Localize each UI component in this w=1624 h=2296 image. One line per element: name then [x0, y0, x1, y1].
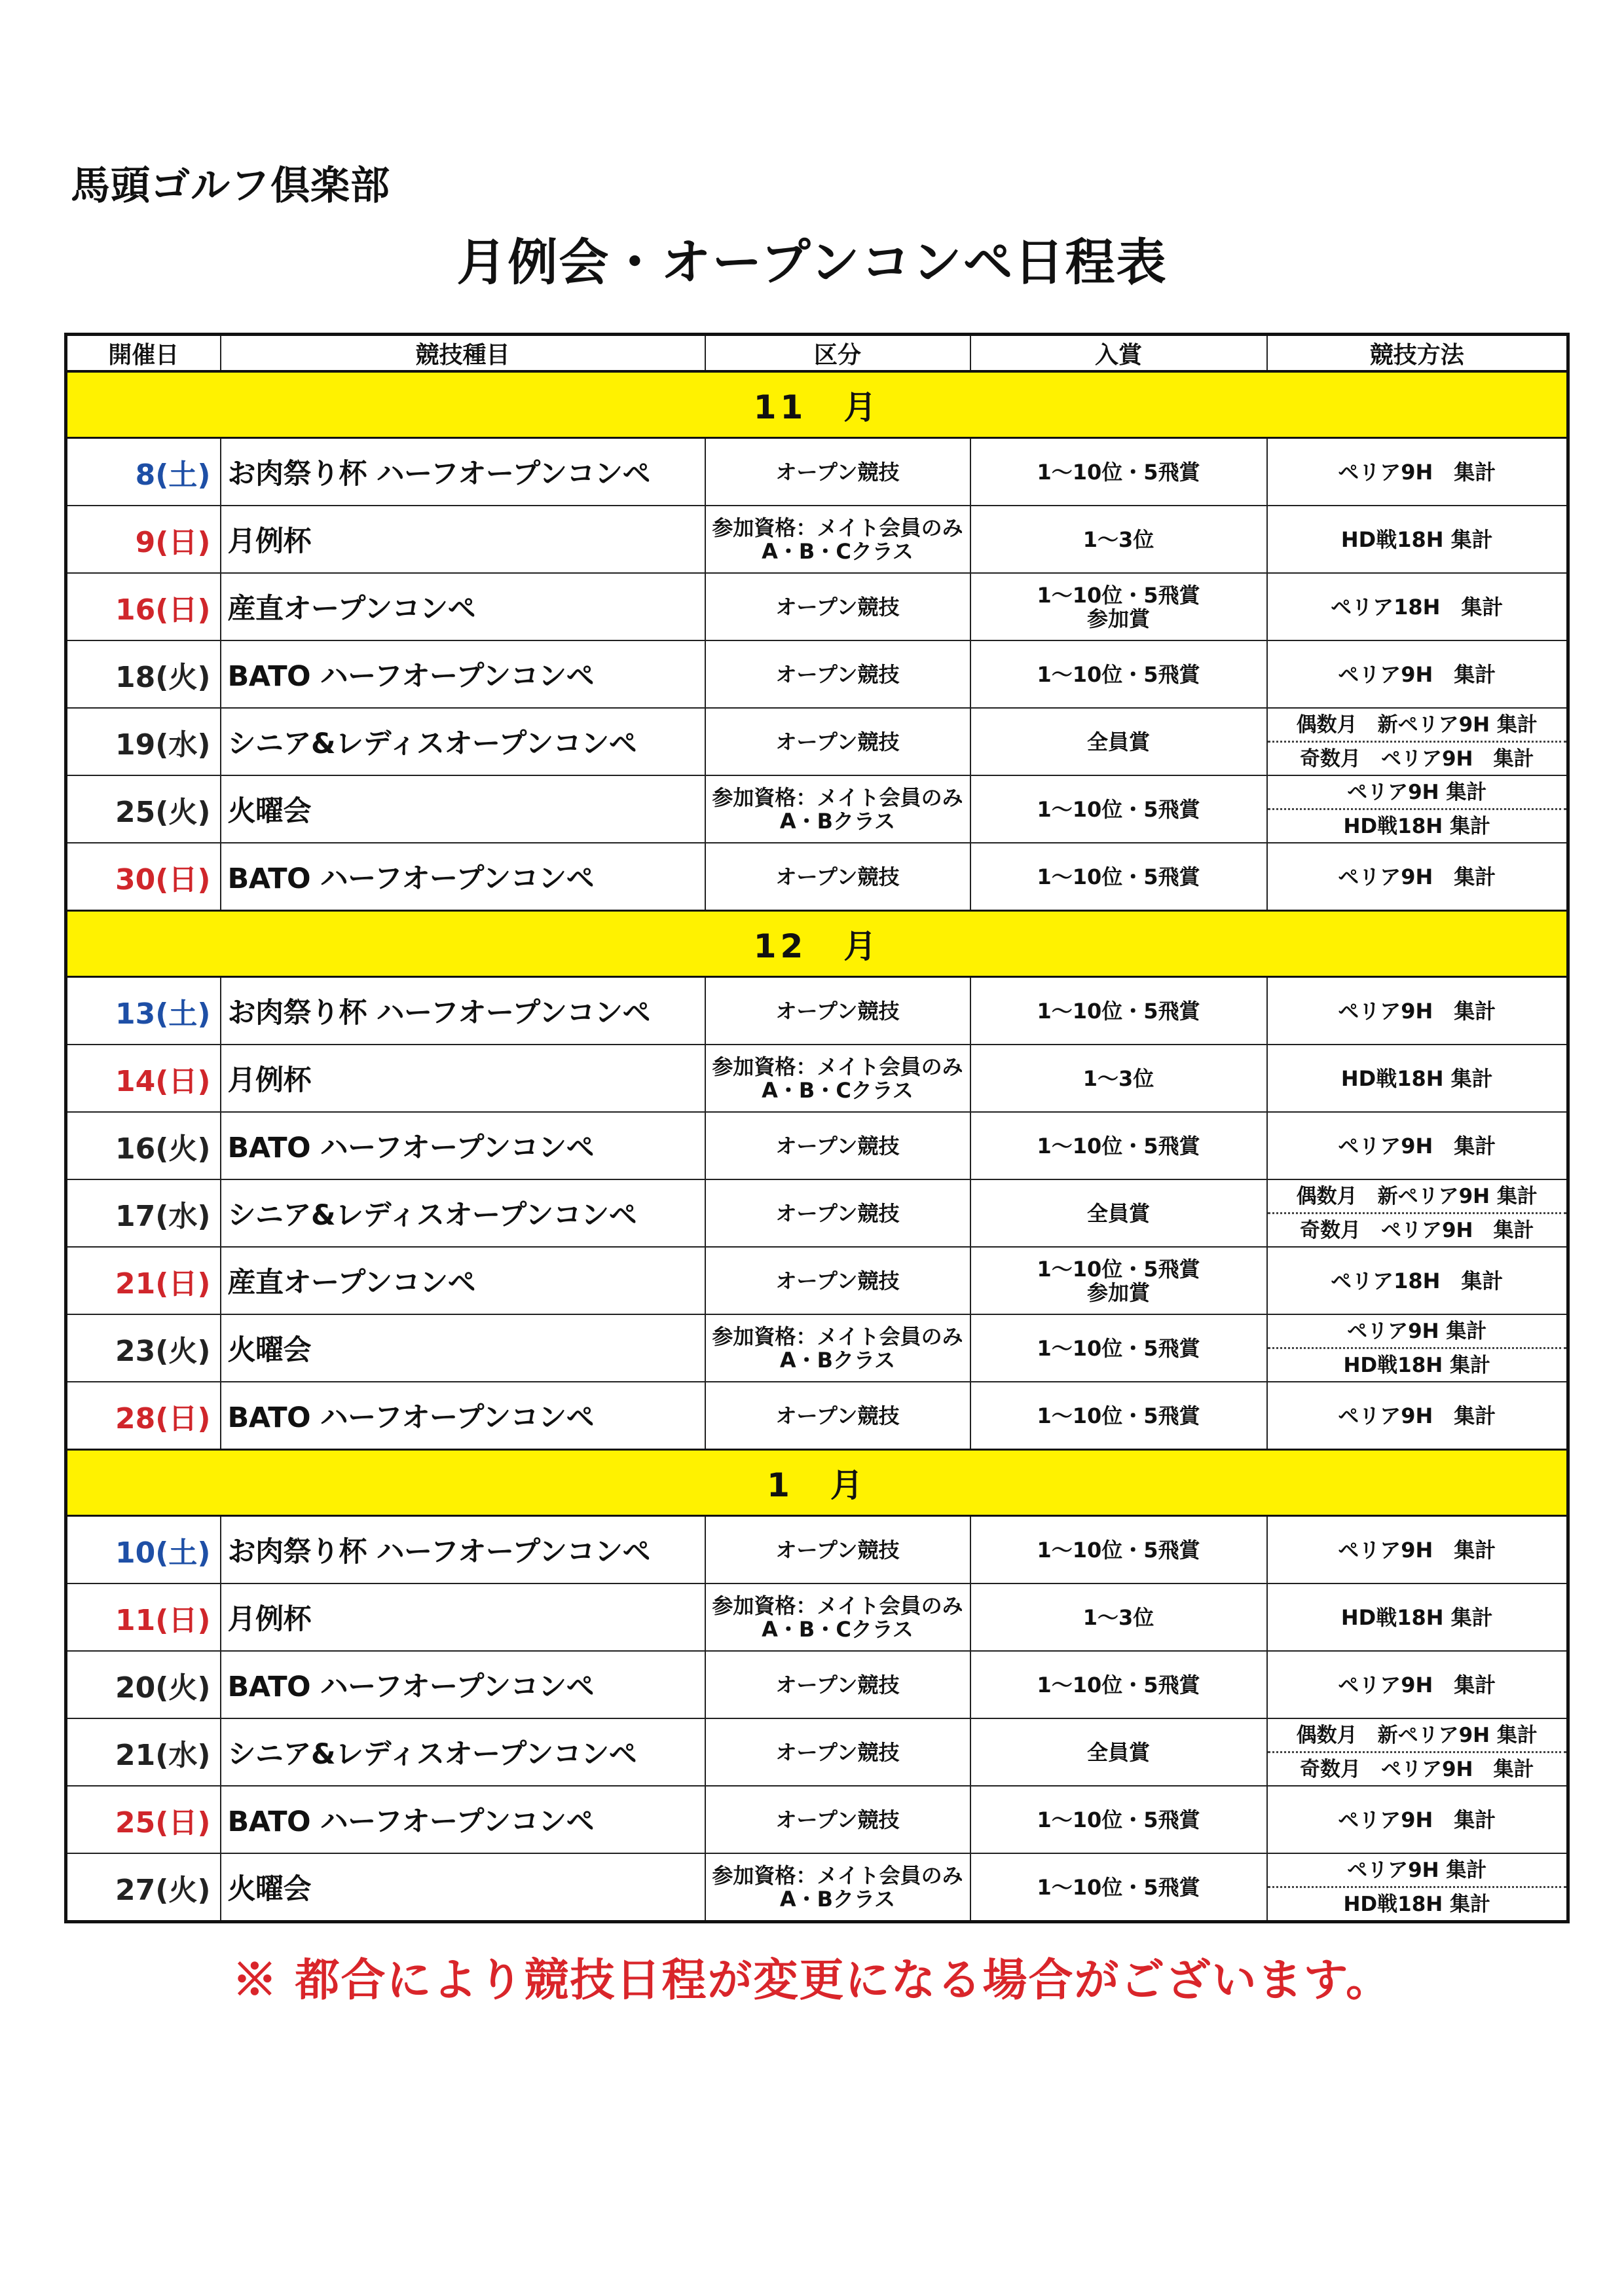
event-category-line: 参加資格：メイト会員のみ: [712, 1862, 963, 1888]
event-date: 25(日): [66, 1786, 221, 1853]
table-row: [66, 1516, 1568, 1584]
event-prize: [970, 708, 1267, 775]
method-line: 偶数月 新ペリア9H 集計: [1268, 1180, 1567, 1214]
event-category: [705, 640, 970, 708]
event-category: [705, 1583, 970, 1651]
event-method: ペリア9H 集計: [1267, 1382, 1568, 1450]
event-category: [705, 1247, 970, 1314]
event-category-line: オープン競技: [775, 1807, 900, 1832]
event-prize: [970, 1314, 1267, 1382]
method-line: ペリア9H 集計: [1268, 1315, 1567, 1349]
table-row: [66, 1045, 1568, 1112]
event-category: [705, 843, 970, 911]
event-name: BATO ハーフオープンコンペ: [221, 843, 705, 911]
event-method: ペリア9H 集計: [1267, 438, 1568, 506]
notice-text: ※ 都合により競技日程が変更になる場合がございます。: [232, 1954, 1392, 2007]
event-prize: [970, 438, 1267, 506]
method-line: HD戦18H 集計: [1343, 814, 1491, 838]
event-category: [705, 1314, 970, 1382]
event-category-line: オープン競技: [775, 459, 900, 485]
table-row: [66, 1786, 1568, 1853]
event-name: BATO ハーフオープンコンペ: [221, 1112, 705, 1179]
event-prize: [970, 1516, 1267, 1584]
event-category-line: オープン競技: [775, 1739, 900, 1765]
event-prize: [970, 1651, 1267, 1718]
event-prize: [970, 1786, 1267, 1853]
event-method: ペリア9H 集計: [1267, 1516, 1568, 1584]
event-name: シニア&レディスオープンコンペ: [221, 708, 705, 775]
event-date: 13(土): [66, 977, 221, 1045]
event-prize-line: 1～10位・5飛賞: [1037, 582, 1200, 608]
header-date: 開催日: [66, 335, 221, 372]
header-prize: 入賞: [970, 335, 1267, 372]
event-prize-line: 1～10位・5飛賞: [1037, 1133, 1200, 1158]
event-category-line: オープン競技: [775, 1672, 900, 1697]
event-name: 火曜会: [221, 1314, 705, 1382]
event-prize-line: 参加賞: [1086, 1280, 1150, 1305]
event-method: ペリア9H 集計: [1267, 1112, 1568, 1179]
method-line: 偶数月 新ペリア9H 集計: [1268, 709, 1567, 743]
event-prize-line: 1～10位・5飛賞: [1037, 1874, 1200, 1900]
event-method: HD戦18H 集計: [1267, 1045, 1568, 1112]
event-category-line: オープン競技: [775, 1133, 900, 1158]
method-line: 奇数月 ペリア9H 集計: [1299, 1757, 1534, 1781]
event-prize: [970, 1718, 1267, 1786]
event-prize: [970, 1179, 1267, 1247]
event-category: [705, 977, 970, 1045]
event-date: 8(土): [66, 438, 221, 506]
event-prize: [970, 1112, 1267, 1179]
event-prize-line: 1～10位・5飛賞: [1037, 661, 1200, 687]
table-row: [66, 843, 1568, 911]
event-category-line: 参加資格：メイト会員のみ: [712, 785, 963, 810]
event-date: 16(火): [66, 1112, 221, 1179]
event-category-line: オープン競技: [775, 864, 900, 889]
event-prize: [970, 506, 1267, 573]
table-row: [66, 708, 1568, 775]
schedule-body: [66, 371, 1568, 1922]
event-name: お肉祭り杯 ハーフオープンコンペ: [221, 1516, 705, 1584]
schedule-table: [64, 333, 1570, 1923]
event-category-line: 参加資格：メイト会員のみ: [712, 1593, 963, 1618]
event-category-line: 参加資格：メイト会員のみ: [712, 1054, 963, 1079]
event-prize: [970, 977, 1267, 1045]
method-line: 奇数月 ペリア9H 集計: [1299, 747, 1534, 771]
event-date: 9(日): [66, 506, 221, 573]
event-name: BATO ハーフオープンコンペ: [221, 1786, 705, 1853]
event-date: 28(日): [66, 1382, 221, 1450]
event-category: [705, 1516, 970, 1584]
method-line: ペリア9H 集計: [1268, 1854, 1567, 1888]
event-prize-line: 全員賞: [1086, 729, 1150, 754]
event-prize-line: 1～3位: [1082, 527, 1154, 552]
event-category: [705, 1651, 970, 1718]
event-category-line: オープン競技: [775, 661, 900, 687]
table-row: [66, 1853, 1568, 1922]
month-label: 12 月: [66, 911, 1568, 977]
event-category: [705, 775, 970, 843]
event-name: シニア&レディスオープンコンペ: [221, 1179, 705, 1247]
month-row: [66, 1450, 1568, 1516]
event-name: お肉祭り杯 ハーフオープンコンペ: [221, 438, 705, 506]
event-category: [705, 1112, 970, 1179]
event-prize: [970, 1045, 1267, 1112]
event-prize: [970, 843, 1267, 911]
event-category-line: A・Bクラス: [779, 1886, 896, 1912]
event-category: [705, 708, 970, 775]
event-name: 月例杯: [221, 1583, 705, 1651]
event-name: シニア&レディスオープンコンペ: [221, 1718, 705, 1786]
event-date: 11(日): [66, 1583, 221, 1651]
event-prize-line: 1～10位・5飛賞: [1037, 1256, 1200, 1282]
event-category-line: A・Bクラス: [779, 808, 896, 834]
event-name: 火曜会: [221, 1853, 705, 1922]
table-row: [66, 1247, 1568, 1314]
event-prize-line: 全員賞: [1086, 1200, 1150, 1226]
event-prize: [970, 1583, 1267, 1651]
event-prize: [970, 1853, 1267, 1922]
event-category: [705, 573, 970, 640]
event-prize: [970, 573, 1267, 640]
table-row: [66, 1583, 1568, 1651]
event-date: 14(日): [66, 1045, 221, 1112]
event-prize: [970, 1247, 1267, 1314]
event-prize-line: 参加賞: [1086, 606, 1150, 631]
event-category: [705, 1382, 970, 1450]
event-method: ペリア18H 集計: [1267, 573, 1568, 640]
event-date: 16(日): [66, 573, 221, 640]
event-method: ペリア18H 集計: [1267, 1247, 1568, 1314]
event-category-line: A・B・Cクラス: [762, 538, 913, 564]
event-category-line: 参加資格：メイト会員のみ: [712, 515, 963, 540]
page-title: 月例会・オープンコンペ日程表: [456, 233, 1168, 291]
event-date: 23(火): [66, 1314, 221, 1382]
event-method: HD戦18H 集計: [1267, 506, 1568, 573]
month-label: 1 月: [66, 1450, 1568, 1516]
event-category-line: A・B・Cクラス: [762, 1616, 913, 1642]
event-method: HD戦18H 集計: [1267, 1583, 1568, 1651]
table-row: [66, 1651, 1568, 1718]
month-label: 11 月: [66, 371, 1568, 438]
event-name: BATO ハーフオープンコンペ: [221, 640, 705, 708]
event-method: ペリア9H 集計: [1267, 640, 1568, 708]
event-category: [705, 1179, 970, 1247]
table-row: [66, 438, 1568, 506]
method-line: 偶数月 新ペリア9H 集計: [1268, 1719, 1567, 1753]
event-method: ペリア9H 集計: [1267, 1786, 1568, 1853]
event-method: [1267, 1853, 1568, 1922]
method-line: HD戦18H 集計: [1343, 1892, 1491, 1916]
event-prize-line: 1～10位・5飛賞: [1037, 1537, 1200, 1563]
event-category-line: 参加資格：メイト会員のみ: [712, 1324, 963, 1349]
event-category: [705, 1786, 970, 1853]
event-name: BATO ハーフオープンコンペ: [221, 1382, 705, 1450]
month-row: [66, 371, 1568, 438]
table-row: [66, 1179, 1568, 1247]
event-category: [705, 506, 970, 573]
event-prize-line: 1～3位: [1082, 1065, 1154, 1091]
table-row: [66, 573, 1568, 640]
table-row: [66, 977, 1568, 1045]
event-category-line: オープン競技: [775, 1403, 900, 1428]
event-category-line: オープン競技: [775, 1200, 900, 1226]
table-row: [66, 1314, 1568, 1382]
table-row: [66, 1112, 1568, 1179]
month-row: [66, 911, 1568, 977]
event-date: 18(火): [66, 640, 221, 708]
event-category-line: オープン競技: [775, 998, 900, 1024]
event-prize-line: 1～10位・5飛賞: [1037, 998, 1200, 1024]
club-name: 馬頭ゴルフ倶楽部: [71, 163, 390, 209]
event-category-line: オープン競技: [775, 594, 900, 620]
event-category-line: A・B・Cクラス: [762, 1077, 913, 1103]
event-prize-line: 1～10位・5飛賞: [1037, 459, 1200, 485]
event-name: 産直オープンコンペ: [221, 573, 705, 640]
event-date: 27(火): [66, 1853, 221, 1922]
event-method: [1267, 1718, 1568, 1786]
header-method: 競技方法: [1267, 335, 1568, 372]
event-date: 21(日): [66, 1247, 221, 1314]
event-name: お肉祭り杯 ハーフオープンコンペ: [221, 977, 705, 1045]
event-method: [1267, 775, 1568, 843]
event-prize-line: 1～10位・5飛賞: [1037, 1403, 1200, 1428]
event-date: 30(日): [66, 843, 221, 911]
event-method: [1267, 1314, 1568, 1382]
table-row: [66, 775, 1568, 843]
event-prize-line: 1～10位・5飛賞: [1037, 864, 1200, 889]
event-name: BATO ハーフオープンコンペ: [221, 1651, 705, 1718]
event-category-line: オープン競技: [775, 1268, 900, 1293]
event-prize: [970, 1382, 1267, 1450]
event-date: 19(水): [66, 708, 221, 775]
event-prize-line: 1～10位・5飛賞: [1037, 796, 1200, 822]
event-name: 月例杯: [221, 1045, 705, 1112]
method-line: HD戦18H 集計: [1343, 1353, 1491, 1377]
header-category: 区分: [705, 335, 970, 372]
method-line: ペリア9H 集計: [1268, 776, 1567, 810]
table-row: [66, 1382, 1568, 1450]
event-prize-line: 全員賞: [1086, 1739, 1150, 1765]
event-method: ペリア9H 集計: [1267, 1651, 1568, 1718]
event-name: 産直オープンコンペ: [221, 1247, 705, 1314]
event-category-line: オープン競技: [775, 729, 900, 754]
event-category-line: A・Bクラス: [779, 1347, 896, 1373]
event-date: 21(水): [66, 1718, 221, 1786]
event-date: 25(火): [66, 775, 221, 843]
event-category: [705, 1718, 970, 1786]
event-prize: [970, 640, 1267, 708]
event-method: [1267, 1179, 1568, 1247]
event-category: [705, 1853, 970, 1922]
event-method: [1267, 708, 1568, 775]
method-line: 奇数月 ペリア9H 集計: [1299, 1218, 1534, 1242]
event-date: 17(水): [66, 1179, 221, 1247]
event-category: [705, 438, 970, 506]
event-method: ペリア9H 集計: [1267, 843, 1568, 911]
event-date: 20(火): [66, 1651, 221, 1718]
event-category: [705, 1045, 970, 1112]
table-row: [66, 506, 1568, 573]
table-row: [66, 640, 1568, 708]
event-name: 火曜会: [221, 775, 705, 843]
table-row: [66, 1718, 1568, 1786]
header-event: 競技種目: [221, 335, 705, 372]
event-category-line: オープン競技: [775, 1537, 900, 1563]
event-name: 月例杯: [221, 506, 705, 573]
event-prize-line: 1～10位・5飛賞: [1037, 1807, 1200, 1832]
event-method: ペリア9H 集計: [1267, 977, 1568, 1045]
event-prize-line: 1～10位・5飛賞: [1037, 1672, 1200, 1697]
event-prize: [970, 775, 1267, 843]
event-prize-line: 1～3位: [1082, 1604, 1154, 1630]
header-row: [66, 335, 1568, 372]
event-prize-line: 1～10位・5飛賞: [1037, 1335, 1200, 1361]
event-date: 10(土): [66, 1516, 221, 1584]
